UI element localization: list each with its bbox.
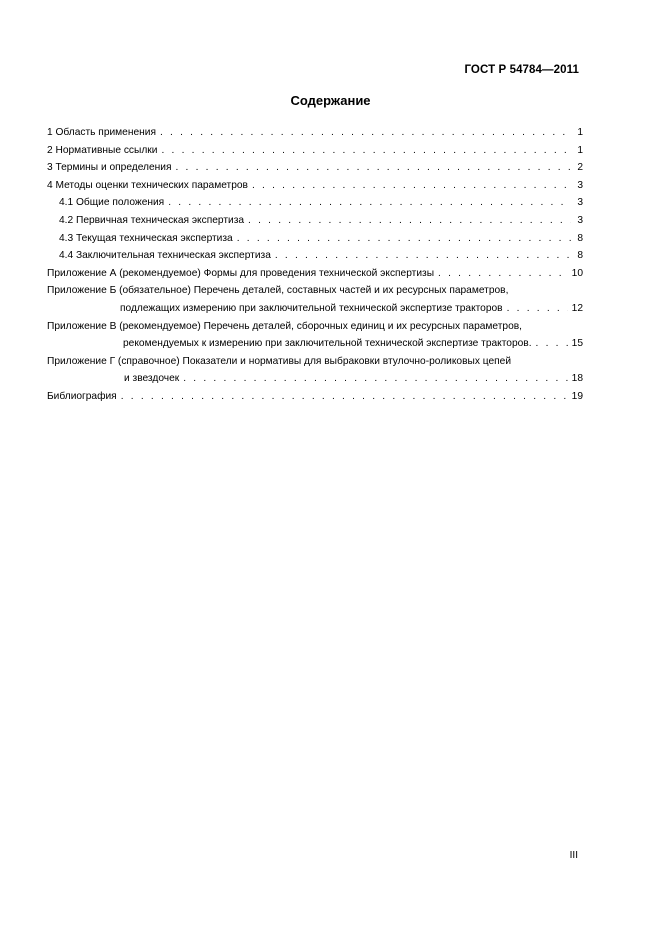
page-number: III bbox=[569, 850, 578, 861]
toc-entry-title: Приложение А (рекомендуемое) Формы для проведения технической экспертизы bbox=[47, 267, 435, 279]
toc-entry-title: 2 Нормативные ссылки bbox=[47, 144, 158, 156]
toc-entry-title: 1 Область применения bbox=[47, 127, 156, 138]
toc-entry-page: 19 bbox=[571, 390, 583, 402]
toc-leader-dots bbox=[237, 230, 571, 248]
toc-entry-page: 2 bbox=[577, 162, 583, 174]
toc-leader-dots bbox=[183, 370, 567, 388]
toc-entry-page: 8 bbox=[577, 250, 583, 262]
toc-entry[interactable] bbox=[47, 159, 583, 177]
toc-entry-title-continued: рекомендуемых к измерению при заключительной технической экспертизе тракторов. bbox=[123, 338, 532, 350]
toc-entry-title: 4 Методы оценки технических параметров bbox=[47, 179, 248, 191]
toc-entry-title: 4.2 Первичная техническая экспертиза bbox=[59, 214, 245, 226]
toc-entry-page: 1 bbox=[577, 127, 583, 138]
toc-entry-title: 4.1 Общие положения bbox=[59, 197, 165, 209]
toc-entry-title: Библиография bbox=[47, 390, 117, 402]
toc-entry-title: Приложение Б (обязательное) Перечень деталей, составных частей и их ресурсных параметров, bbox=[47, 285, 509, 297]
document-id: ГОСТ Р 54784—2011 bbox=[464, 64, 579, 76]
toc-entry-page: 18 bbox=[571, 373, 583, 385]
toc-entry-page: 3 bbox=[577, 197, 583, 209]
toc-leader-dots bbox=[252, 177, 571, 195]
toc-entry-appendix-g[interactable] bbox=[47, 353, 583, 371]
toc-entry-title-continued: подлежащих измерению при заключительной технической экспертизе тракторов bbox=[120, 302, 503, 314]
toc-entry-title-continued: и звездочек bbox=[124, 373, 180, 385]
table-of-contents bbox=[47, 124, 583, 406]
toc-entry-appendix-b[interactable] bbox=[47, 282, 583, 300]
toc-entry-title: Приложение Г (справочное) Показатели и нормативы для выбраковки втулочно-роликовых цепей bbox=[47, 355, 512, 367]
toc-subentry[interactable] bbox=[47, 230, 583, 248]
toc-leader-dots bbox=[168, 194, 571, 212]
toc-leader-dots bbox=[121, 388, 568, 406]
toc-leader-dots bbox=[438, 265, 568, 283]
toc-entry[interactable] bbox=[47, 142, 583, 160]
toc-subentry[interactable] bbox=[47, 194, 583, 212]
toc-entry-appendix-a[interactable] bbox=[47, 265, 583, 283]
toc-entry-page: 12 bbox=[571, 302, 583, 314]
toc-entry-appendix-v[interactable] bbox=[47, 318, 583, 336]
toc-leader-dots bbox=[536, 335, 568, 353]
toc-entry-continuation[interactable] bbox=[47, 300, 583, 318]
toc-leader-dots bbox=[275, 247, 571, 265]
toc-entry-page: 3 bbox=[577, 179, 583, 191]
toc-entry-bibliography[interactable] bbox=[47, 388, 583, 406]
toc-entry-continuation[interactable] bbox=[47, 335, 583, 353]
toc-entry-title: 4.4 Заключительная техническая экспертиза bbox=[59, 250, 271, 262]
toc-leader-dots bbox=[507, 300, 568, 318]
toc-entry-page: 1 bbox=[577, 144, 583, 156]
page-title: Содержание bbox=[290, 93, 371, 108]
toc-entry-continuation[interactable] bbox=[47, 370, 583, 388]
toc-leader-dots bbox=[248, 212, 571, 230]
toc-entry-page: 3 bbox=[577, 214, 583, 226]
toc-entry[interactable] bbox=[47, 177, 583, 195]
toc-leader-dots bbox=[175, 159, 571, 177]
toc-leader-dots bbox=[161, 142, 571, 160]
toc-entry-page: 8 bbox=[577, 232, 583, 244]
toc-entry-page: 10 bbox=[571, 267, 583, 279]
toc-subentry[interactable] bbox=[47, 212, 583, 230]
toc-subentry[interactable] bbox=[47, 247, 583, 265]
toc-entry-title: 4.3 Текущая техническая экспертиза bbox=[59, 232, 233, 244]
toc-leader-dots bbox=[160, 124, 571, 142]
toc-entry-page: 15 bbox=[571, 338, 583, 350]
toc-entry[interactable] bbox=[47, 124, 583, 142]
toc-entry-title: 3 Термины и определения bbox=[47, 162, 172, 174]
toc-entry-title: Приложение В (рекомендуемое) Перечень деталей, сборочных единиц и их ресурсных параметров, bbox=[47, 320, 522, 332]
